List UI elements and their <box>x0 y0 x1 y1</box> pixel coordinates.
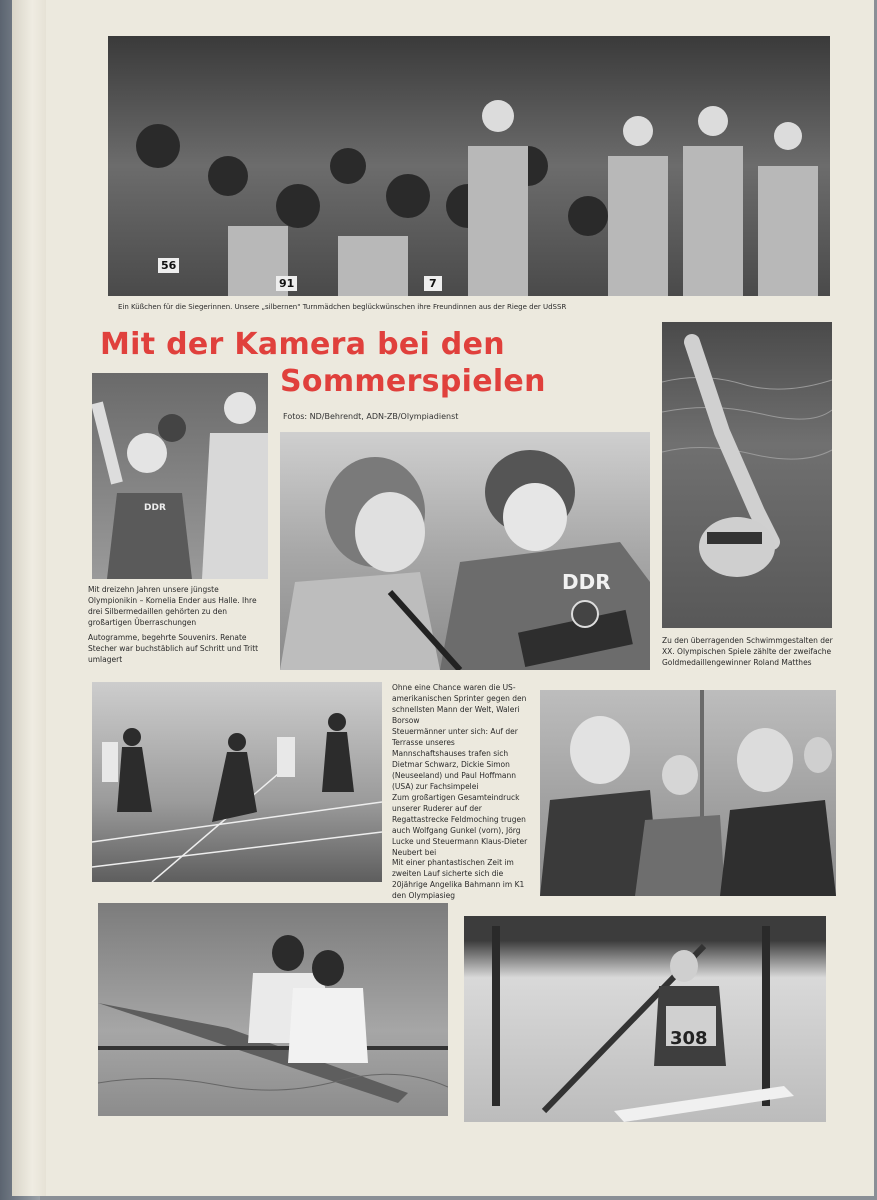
page-fold <box>12 0 46 1196</box>
headline-line-2: Sommerspielen <box>280 364 546 399</box>
bib-number-56: 56 <box>158 258 179 273</box>
caption-gymnasts: Ein Küßchen für die Siegerinnen. Unsere „silbernen" Turnmädchen beglückwünschen ihre Freundinnen aus der Riege der UdSSR <box>118 303 567 311</box>
text-sprinters: Ohne eine Chance waren die US-amerikanischen Sprinter gegen den schnellsten Mann der Welt, Waleri Borsow <box>392 683 527 725</box>
headline-line-1: Mit der Kamera bei den <box>100 327 505 362</box>
bib-number-91: 91 <box>276 276 297 291</box>
caption-autograph: Autogramme, begehrte Souvenirs. Renate Stecher war buchstäblich auf Schritt und Tritt umlagert <box>88 633 259 664</box>
photo-canoe-bahmann <box>464 916 826 1122</box>
photo-credits: Fotos: ND/Behrendt, ADN-ZB/Olympiadienst <box>283 412 459 421</box>
jacket-text-ddr: DDR <box>144 503 166 513</box>
text-bahmann: Mit einer phantastischen Zeit im zweiten Lauf sicherte sich die 20jährige Angelika Bahmann im K1 den Olympiasieg <box>392 858 525 900</box>
photo-gymnasts-crowd <box>108 36 830 296</box>
caption-ender: Mit dreizehn Jahren unsere jüngste Olympionikin – Kornelia Ender aus Halle. Ihre drei Silbermedaillen gehörten zu den großartigen Überraschungen <box>88 585 257 627</box>
photo-swimmer-matthes <box>662 322 832 628</box>
caption-swimmer: Zu den überragenden Schwimmgestalten der XX. Olympischen Spiele zählte der zweifache Goldmedaillengewinner Roland Matthes <box>662 636 833 667</box>
text-rowers: Zum großartigen Gesamteindruck unserer Ruderer auf der Regattastrecke Feldmoching trugen auch Wolfgang Gunkel (vorn), Jörg Lucke und Steuermann Klaus-Dieter Neubert bei <box>392 793 528 857</box>
photo-autograph-stecher <box>280 432 650 670</box>
photo-rowing <box>98 903 448 1116</box>
text-coxswains: Steuermänner unter sich: Auf der Terrasse unseres Mannschaftshauses trafen sich Dietmar Schwarz, Dickie Simon (Neuseeland) und Paul Hoffmann (USA) zur Fachsimpelei <box>392 727 518 791</box>
bib-number-7: 7 <box>424 276 442 291</box>
photo-kornelia-ender <box>92 373 268 579</box>
photo-coxswains <box>540 690 836 896</box>
bib-number-308: 308 <box>670 1028 708 1049</box>
photo-sprint-borsow <box>92 682 382 882</box>
jacket-text-ddr-autograph: DDR <box>562 570 611 594</box>
